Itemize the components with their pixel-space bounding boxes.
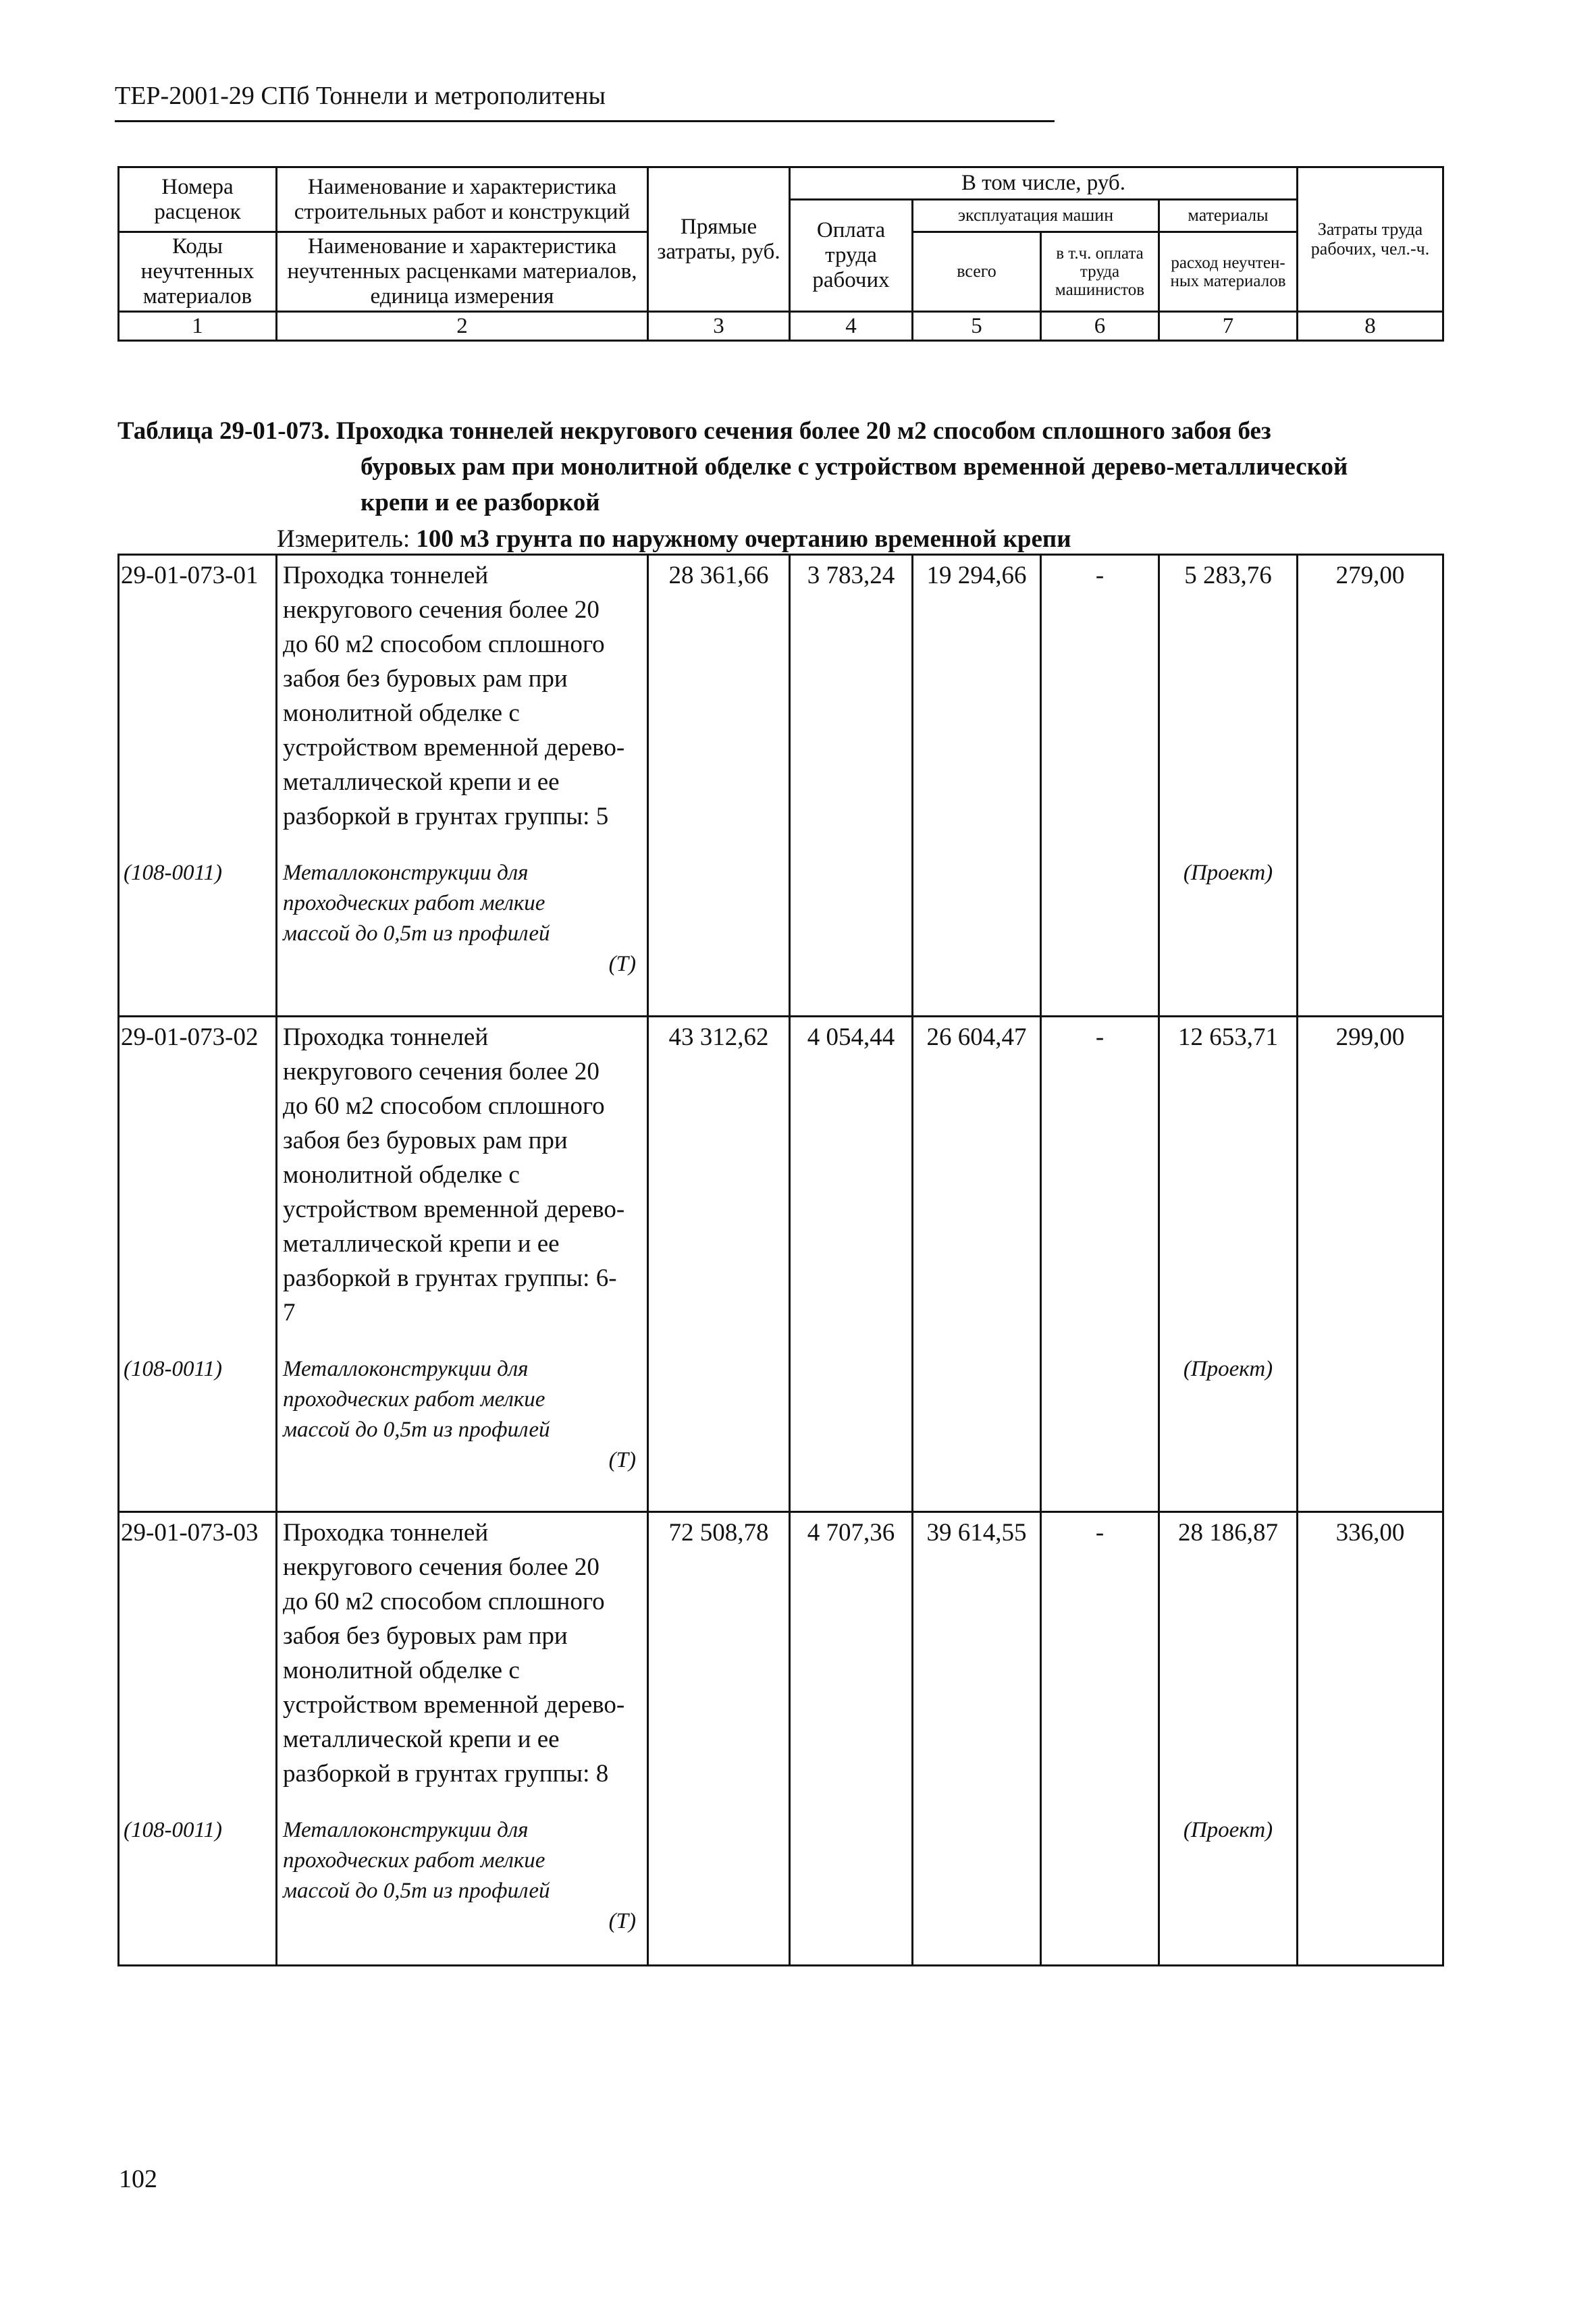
rate-description-line: забоя без буровых рам при [283,1126,568,1154]
materials-cost: 28 186,87 [1159,1512,1298,1792]
empty-cell [648,834,790,1016]
rate-description [277,1016,648,1330]
empty-cell [913,1330,1041,1512]
rate-description-line: до 60 м2 способом сплошного [283,1588,605,1615]
empty-cell [1298,1330,1443,1512]
page-number: 102 [119,2165,157,2193]
empty-cell [913,1791,1041,1965]
rate-description-line: металлической крепи и ее [283,1229,560,1258]
column-header-table [117,166,1444,342]
labor-hours: 279,00 [1298,555,1443,834]
rate-description-line: устройством временной дерево- [283,1691,625,1719]
material-code: (108-0011) [119,1791,277,1965]
rate-description-line: забоя без буровых рам при [283,1622,568,1650]
material-consumption: (Проект) [1159,1791,1298,1965]
col-header-zatraty: Затраты труда рабочих, чел.-ч. [1298,167,1443,312]
material-description [277,1330,648,1512]
col-header-v-tch: в т.ч. оплата труда машинистов [1041,232,1159,312]
direct-costs: 28 361,66 [648,555,790,834]
rate-description-line: Проходка тоннелей [283,1519,489,1547]
meter-label: Измеритель: [277,525,410,553]
labor-pay: 4 054,44 [790,1016,913,1330]
rates-table [117,554,1444,1966]
material-unit: (Т) [608,1909,636,1933]
empty-cell [1041,1791,1159,1965]
col-number: 8 [1298,312,1443,341]
material-row [119,834,1443,1016]
rate-description [277,555,648,834]
col-number: 2 [277,312,648,341]
empty-cell [790,1330,913,1512]
rate-description-line: некругового сечения более 20 [283,1057,600,1086]
machinist-pay: - [1041,1512,1159,1792]
rate-description-line: до 60 м2 способом сплошного [283,1092,605,1120]
col-header-oplata: Оплата труда рабочих [790,200,913,312]
rate-description-line: металлической крепи и ее [283,1725,560,1753]
empty-cell [1041,1330,1159,1512]
material-code: (108-0011) [119,834,277,1016]
rate-description-line: разборкой в грунтах группы: 8 [283,1760,609,1788]
rate-description-line: некругового сечения более 20 [283,1553,600,1581]
col-number: 7 [1159,312,1298,341]
machinist-pay: - [1041,555,1159,834]
labor-pay: 4 707,36 [790,1512,913,1792]
machine-operation-total: 26 604,47 [913,1016,1041,1330]
material-description-line: массой до 0,5т из профилей [283,921,550,946]
rate-description [277,1512,648,1792]
material-consumption: (Проект) [1159,834,1298,1016]
meter-unit: 100 м3 грунта по наружному очертанию временной крепи [416,525,1071,553]
rate-description-line: устройством временной дерево- [283,734,625,761]
material-description-line: массой до 0,5т из профилей [283,1417,550,1442]
col-header-v-tom-chisle: В том числе, руб. [790,167,1298,200]
caption-title-line2: буровых рам при монолитной обделке с устройством временной дерево-металлической [361,453,1348,481]
material-description-line: проходческих работ мелкие [283,1387,546,1412]
caption-title-line3: крепи и ее разборкой [361,489,600,516]
material-unit: (Т) [608,1447,636,1472]
col-header-materialy: материалы [1159,200,1298,232]
empty-cell [648,1791,790,1965]
rate-description-line: Проходка тоннелей [283,1023,489,1051]
col-number: 4 [790,312,913,341]
col-header-ekspl: эксплуатация машин [913,200,1159,232]
rate-code: 29-01-073-03 [119,1512,277,1792]
col-header-pryamye: Прямые затраты, руб. [648,167,790,312]
labor-pay: 3 783,24 [790,555,913,834]
labor-hours: 299,00 [1298,1016,1443,1330]
material-description-line: массой до 0,5т из профилей [283,1879,550,1903]
empty-cell [790,1791,913,1965]
rate-description-line: Проходка тоннелей [283,562,489,589]
col-header-vsego: всего [913,232,1041,312]
col-header-kody: Коды неучтенных материалов [119,232,277,312]
empty-cell [913,834,1041,1016]
col-header-naimen-neuchten: Наименование и характеристика неучтенных расценками материалов, единица измерения [277,232,648,312]
col-number: 6 [1041,312,1159,341]
rate-code: 29-01-073-02 [119,1016,277,1330]
rate-description-line: разборкой в грунтах группы: 5 [283,803,609,830]
col-number: 1 [119,312,277,341]
col-number: 5 [913,312,1041,341]
materials-cost: 5 283,76 [1159,555,1298,834]
rate-description-line: устройством временной дерево- [283,1195,625,1223]
rate-description-line: монолитной обделке с [283,1657,520,1684]
direct-costs: 72 508,78 [648,1512,790,1792]
direct-costs: 43 312,62 [648,1016,790,1330]
material-row [119,1330,1443,1512]
caption-title-line1: Проходка тоннелей некругового сечения более 20 м2 способом сплошного забоя без [336,417,1271,445]
header-rule [115,120,1055,122]
rate-description-line: некругового сечения более 20 [283,596,600,624]
rate-description-line: до 60 м2 способом сплошного [283,631,605,658]
machine-operation-total: 19 294,66 [913,555,1041,834]
material-description [277,1791,648,1965]
rate-code: 29-01-073-01 [119,555,277,834]
col-number: 3 [648,312,790,341]
rate-description-line: монолитной обделке с [283,699,520,727]
empty-cell [1298,834,1443,1016]
material-description-line: Металлоконструкции для [283,1818,529,1842]
empty-cell [1041,834,1159,1016]
empty-cell [790,834,913,1016]
material-description-line: проходческих работ мелкие [283,891,546,915]
material-description-line: Металлоконструкции для [283,1356,529,1381]
col-header-naimen: Наименование и характеристика строительных работ и конструкций [277,167,648,232]
material-description [277,834,648,1016]
meter-line [277,525,1425,554]
material-description-line: проходческих работ мелкие [283,1848,546,1873]
rate-description-line: монолитной обделке с [283,1160,520,1189]
rate-row [119,555,1443,834]
col-header-nomera: Номера расценок [119,167,277,232]
material-unit: (Т) [608,952,636,976]
caption-label: Таблица 29-01-073. [117,417,330,445]
machine-operation-total: 39 614,55 [913,1512,1041,1792]
table-caption [117,413,1461,520]
empty-cell [1298,1791,1443,1965]
labor-hours: 336,00 [1298,1512,1443,1792]
material-description-line: Металлоконструкции для [283,861,529,885]
material-row [119,1791,1443,1965]
col-header-rashod: расход неучтен-ных материалов [1159,232,1298,312]
rate-description-line: металлической крепи и ее [283,768,560,796]
empty-cell [648,1330,790,1512]
page-header: ТЕР-2001-29 СПб Тоннели и метрополитены [115,82,606,110]
materials-cost: 12 653,71 [1159,1016,1298,1330]
material-code: (108-0011) [119,1330,277,1512]
rate-description-line: забоя без буровых рам при [283,665,568,693]
rate-description-line: 7 [283,1298,296,1327]
rate-description-line: разборкой в грунтах группы: 6- [283,1264,617,1292]
rate-row [119,1016,1443,1330]
material-consumption: (Проект) [1159,1330,1298,1512]
rate-row [119,1512,1443,1792]
machinist-pay: - [1041,1016,1159,1330]
